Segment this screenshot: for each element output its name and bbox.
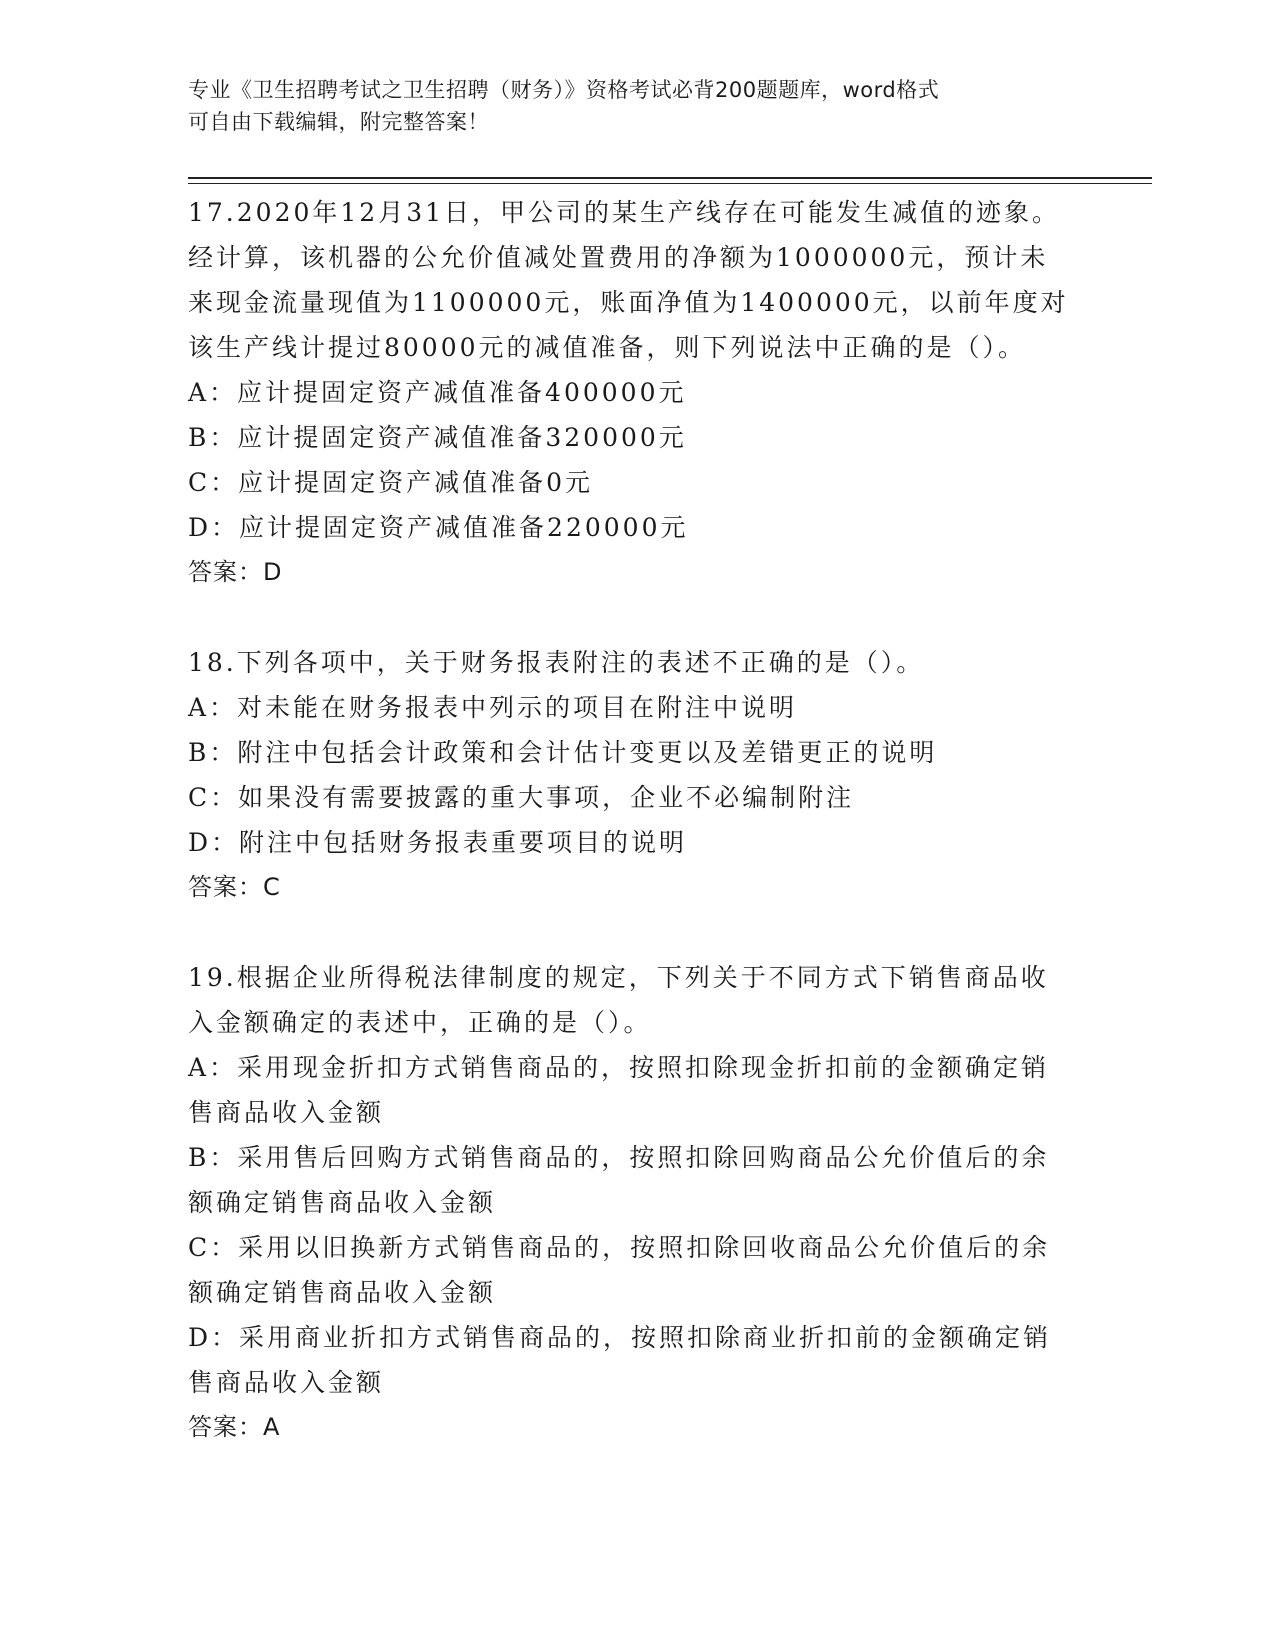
question-list bbox=[188, 190, 1088, 1450]
option-a: A：采用现金折扣方式销售商品的，按照扣除现金折扣前的金额确定销 bbox=[188, 1053, 1050, 1082]
question-spacer bbox=[188, 910, 1088, 955]
header-line-1: 专业《卫生招聘考试之卫生招聘（财务）》资格考试必背200题题库，word格式 bbox=[188, 78, 940, 102]
option-d: D：附注中包括财务报表重要项目的说明 bbox=[188, 828, 688, 857]
header-divider-thick bbox=[188, 177, 1152, 179]
option-c: C：采用以旧换新方式销售商品的，按照扣除回收商品公允价值后的余 bbox=[188, 1233, 1051, 1262]
option-b: B：采用售后回购方式销售商品的，按照扣除回购商品公允价值后的余 bbox=[188, 1143, 1050, 1172]
option-c-continued: 额确定销售商品收入金额 bbox=[188, 1278, 497, 1307]
option-a: A：对未能在财务报表中列示的项目在附注中说明 bbox=[188, 693, 798, 722]
option-b-continued: 额确定销售商品收入金额 bbox=[188, 1188, 497, 1217]
answer-line: 答案：A bbox=[188, 1413, 281, 1441]
option-c: C：如果没有需要披露的重大事项，企业不必编制附注 bbox=[188, 783, 855, 812]
question-stem-line: 该生产线计提过80000元的减值准备，则下列说法中正确的是（）。 bbox=[188, 333, 1027, 362]
question-17 bbox=[188, 190, 1088, 595]
option-b: B：附注中包括会计政策和会计估计变更以及差错更正的说明 bbox=[188, 738, 938, 767]
question-stem-line: 入金额确定的表述中，正确的是（）。 bbox=[188, 1008, 652, 1037]
option-a-continued: 售商品收入金额 bbox=[188, 1098, 385, 1127]
option-d: D：应计提固定资产减值准备220000元 bbox=[188, 513, 689, 542]
question-18 bbox=[188, 640, 1088, 910]
header-divider-thin bbox=[188, 183, 1152, 184]
option-c: C：应计提固定资产减值准备0元 bbox=[188, 468, 594, 497]
question-stem-line: 18.下列各项中，关于财务报表附注的表述不正确的是（）。 bbox=[188, 648, 925, 677]
header-line-2: 可自由下载编辑，附完整答案！ bbox=[188, 110, 489, 134]
question-stem-line: 经计算，该机器的公允价值减处置费用的净额为1000000元，预计未 bbox=[188, 243, 1049, 272]
option-d: D：采用商业折扣方式销售商品的，按照扣除商业折扣前的金额确定销 bbox=[188, 1323, 1052, 1352]
question-stem-line: 来现金流量现值为1100000元，账面净值为1400000元，以前年度对 bbox=[188, 288, 1069, 317]
option-a: A：应计提固定资产减值准备400000元 bbox=[188, 378, 687, 407]
question-stem-line: 17.2020年12月31日，甲公司的某生产线存在可能发生减值的迹象。 bbox=[188, 198, 1061, 227]
document-header bbox=[188, 74, 1068, 138]
answer-line: 答案：C bbox=[188, 873, 281, 901]
question-stem-line: 19.根据企业所得税法律制度的规定，下列关于不同方式下销售商品收 bbox=[188, 963, 1049, 992]
question-spacer bbox=[188, 595, 1088, 640]
option-d-continued: 售商品收入金额 bbox=[188, 1368, 385, 1397]
answer-line: 答案：D bbox=[188, 558, 283, 586]
option-b: B：应计提固定资产减值准备320000元 bbox=[188, 423, 687, 452]
question-19 bbox=[188, 955, 1088, 1450]
